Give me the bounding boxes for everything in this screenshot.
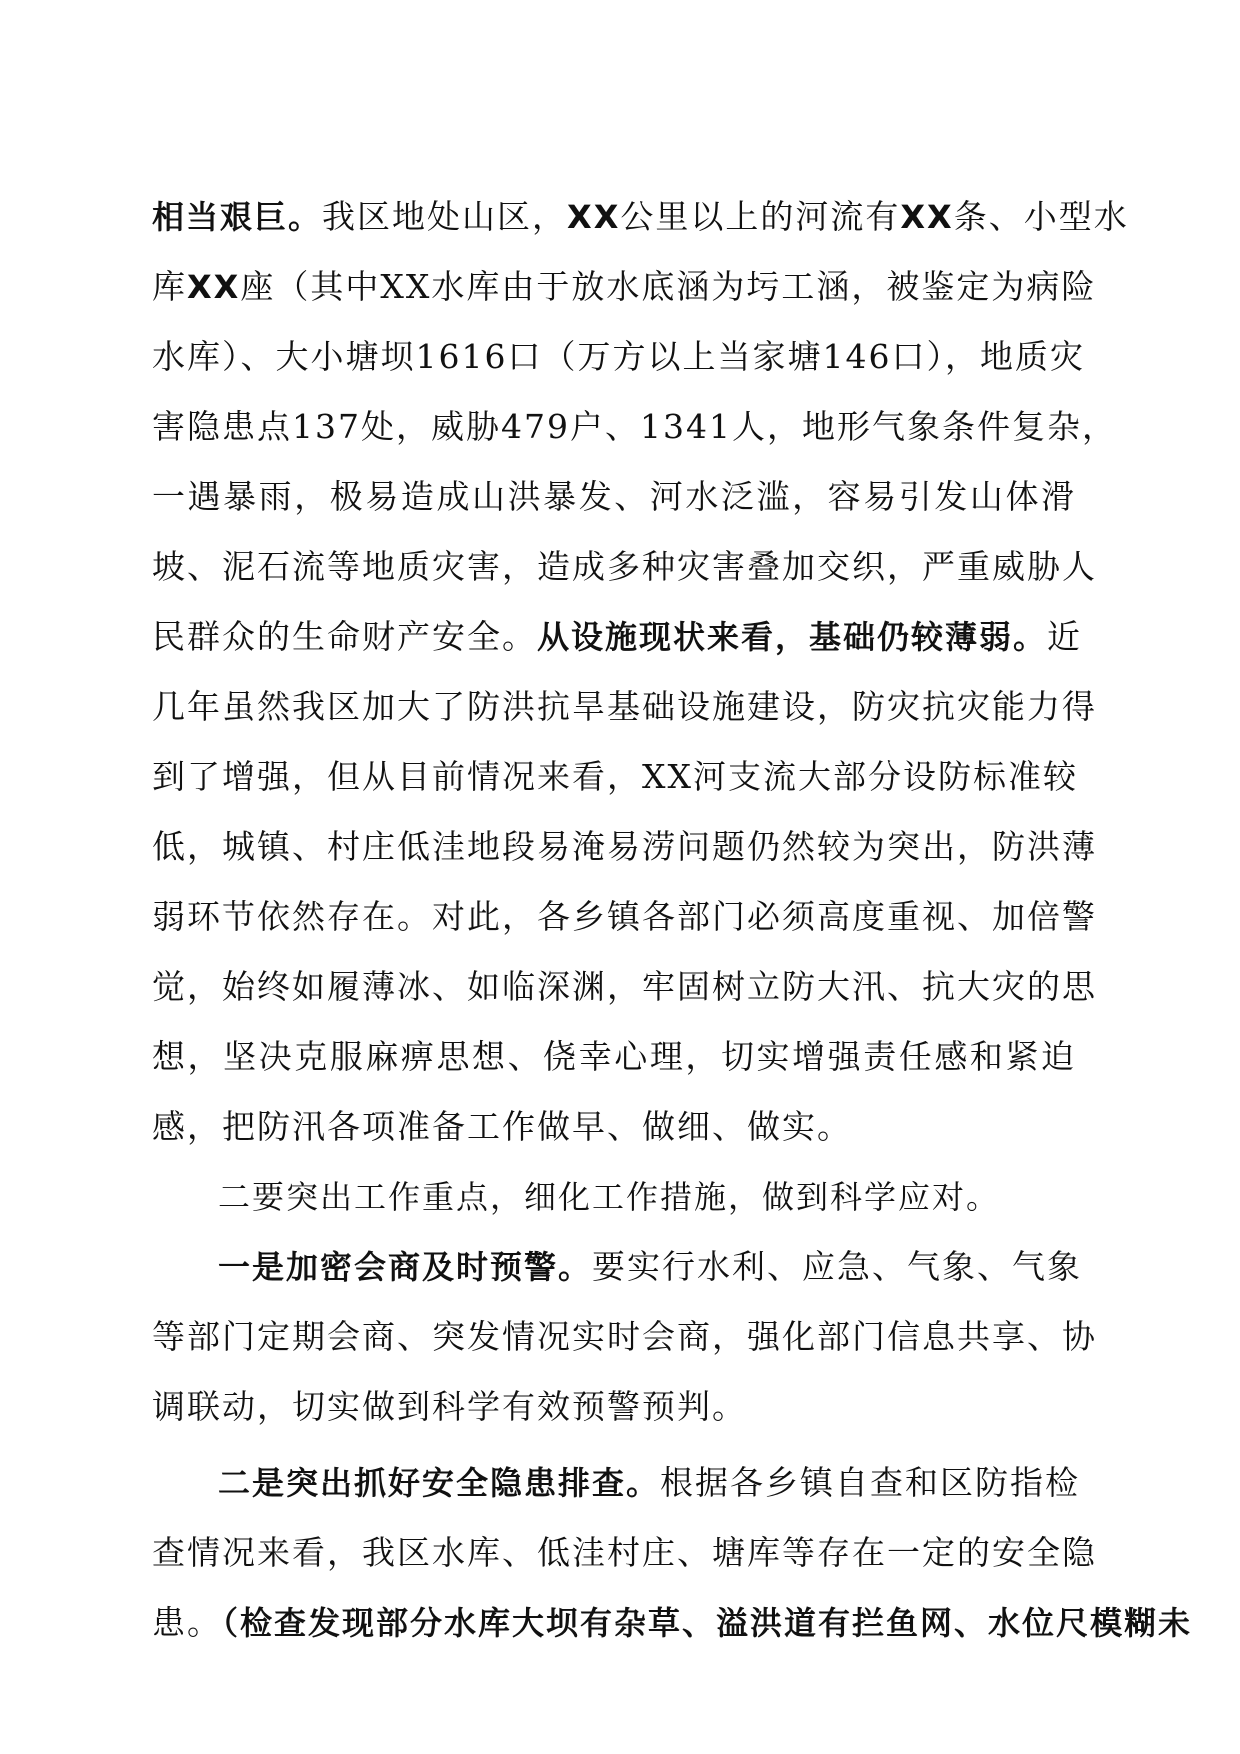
text-run: 水库）、大小塘坝1616口（万方以上当家塘146口），地质灾 bbox=[152, 337, 1085, 376]
text-line bbox=[152, 1522, 1097, 1592]
text-run: 近 bbox=[1047, 617, 1083, 656]
text-run: 感，把防汛各项准备工作做早、做细、做实。 bbox=[152, 1107, 852, 1146]
text-line bbox=[152, 1026, 1076, 1096]
text-run: 坡、泥石流等地质灾害，造成多种灾害叠加交织，严重威胁人 bbox=[152, 547, 1097, 586]
text-run: 座（其中XX水库由于放水底涵为圬工涵，被鉴定为病险 bbox=[240, 267, 1097, 306]
text-line bbox=[152, 1452, 1081, 1522]
section-heading bbox=[152, 1166, 1076, 1236]
bold-phrase: XX bbox=[567, 198, 621, 236]
text-line bbox=[152, 466, 1076, 536]
text-line bbox=[152, 746, 1076, 816]
text-run: 到了增强，但从目前情况来看，XX河支流大部分设防标准较 bbox=[152, 757, 1078, 796]
bold-phrase: （检查发现部分水库大坝有杂草、溢洪道有拦鱼网、水位尺模糊未 bbox=[222, 1604, 1193, 1642]
text-line bbox=[152, 326, 1085, 396]
text-run: 等部门定期会商、突发情况实时会商，强化部门信息共享、协 bbox=[152, 1317, 1097, 1356]
text-line bbox=[152, 1376, 1076, 1446]
text-run: 我区地处山区， bbox=[322, 197, 568, 236]
text-line bbox=[152, 816, 1097, 886]
text-run: 民群众的生命财产安全。 bbox=[152, 617, 537, 656]
section-heading-text: 二要突出工作重点，细化工作措施，做到科学应对。 bbox=[218, 1178, 1001, 1216]
document-body bbox=[152, 186, 1193, 1662]
text-run: 患。 bbox=[152, 1603, 222, 1642]
text-run: 觉，始终如履薄冰、如临深渊，牢固树立防大汛、抗大灾的思 bbox=[152, 967, 1097, 1006]
bold-phrase: 二是突出抓好安全隐患排查。 bbox=[218, 1464, 661, 1502]
text-run: 害隐患点137处，威胁479户、1341人，地形气象条件复杂， bbox=[152, 407, 1117, 446]
text-line bbox=[152, 1306, 1097, 1376]
text-line bbox=[152, 396, 1117, 466]
text-run: 低，城镇、村庄低洼地段易淹易涝问题仍然较为突出，防洪薄 bbox=[152, 827, 1097, 866]
text-run: 库 bbox=[152, 267, 187, 306]
text-line bbox=[152, 956, 1097, 1026]
bold-phrase: 从设施现状来看，基础仍较薄弱。 bbox=[537, 618, 1048, 656]
text-line bbox=[152, 676, 1097, 746]
bold-phrase: 相当艰巨。 bbox=[152, 198, 323, 236]
text-line bbox=[152, 1236, 1083, 1306]
text-run: 调联动，切实做到科学有效预警预判。 bbox=[152, 1387, 747, 1426]
text-line bbox=[152, 1096, 1076, 1166]
text-line bbox=[152, 1592, 1193, 1662]
text-run: 想，坚决克服麻痹思想、侥幸心理，切实增强责任感和紧迫 bbox=[152, 1037, 1076, 1076]
text-run: 一遇暴雨，极易造成山洪暴发、河水泛滥，容易引发山体滑 bbox=[152, 477, 1076, 516]
text-line bbox=[152, 886, 1097, 956]
text-line bbox=[152, 606, 1083, 676]
text-run: 几年虽然我区加大了防洪抗旱基础设施建设，防灾抗灾能力得 bbox=[152, 687, 1097, 726]
bold-phrase: XX bbox=[187, 268, 241, 306]
text-run: 要实行水利、应急、气象、气象 bbox=[592, 1247, 1083, 1286]
bold-phrase: 一是加密会商及时预警。 bbox=[218, 1248, 593, 1286]
text-run: 查情况来看，我区水库、低洼村庄、塘库等存在一定的安全隐 bbox=[152, 1533, 1097, 1572]
text-line bbox=[152, 186, 1129, 256]
text-run: 弱环节依然存在。对此，各乡镇各部门必须高度重视、加倍警 bbox=[152, 897, 1097, 936]
text-run: 条、小型水 bbox=[953, 197, 1129, 236]
text-run: 根据各乡镇自查和区防指检 bbox=[660, 1463, 1081, 1502]
text-line bbox=[152, 536, 1097, 606]
text-run: 公里以上的河流有 bbox=[620, 197, 901, 236]
text-line bbox=[152, 256, 1097, 326]
bold-phrase: XX bbox=[900, 198, 954, 236]
